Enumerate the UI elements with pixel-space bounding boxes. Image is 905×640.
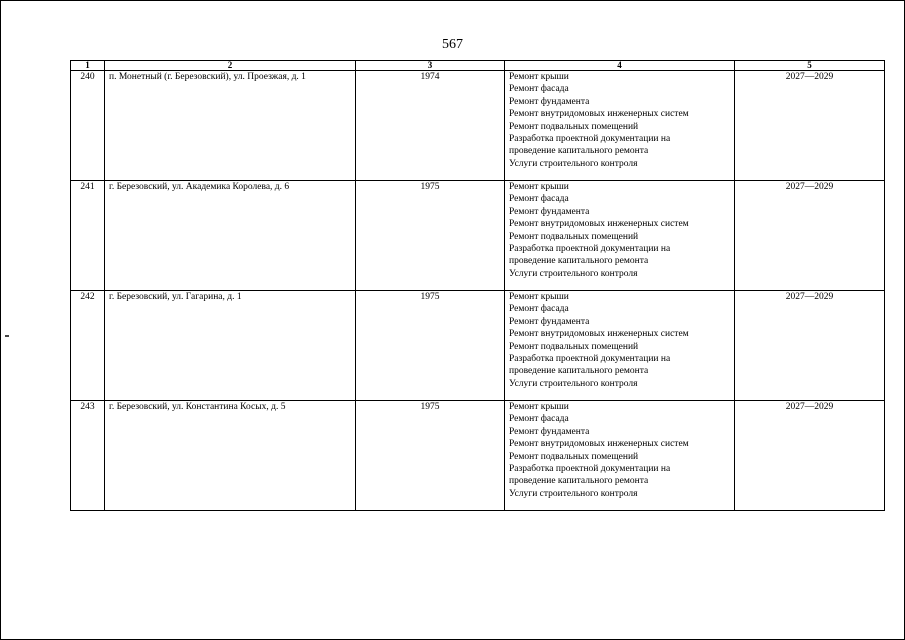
- work-item: Ремонт фундамента: [509, 206, 590, 217]
- column-header-1: 1: [71, 61, 105, 71]
- table-body: [71, 71, 885, 511]
- work-item: Ремонт фасада: [509, 304, 569, 315]
- works-cell: [505, 181, 735, 291]
- work-item: Разработка проектной документации на: [509, 134, 671, 145]
- work-item: Услуги строительного контроля: [509, 378, 638, 389]
- table-row: [71, 71, 885, 181]
- row-number: 241: [71, 181, 105, 291]
- work-item: Ремонт фасада: [509, 84, 569, 95]
- work-item: Услуги строительного контроля: [509, 268, 638, 279]
- scan-mark: [5, 335, 9, 337]
- work-item: Ремонт фасада: [509, 194, 569, 205]
- address-cell: г. Березовский, ул. Академика Королева, д. 6: [105, 181, 356, 291]
- work-item: Ремонт внутридомовых инженерных систем: [509, 219, 689, 230]
- work-item: Ремонт подвальных помещений: [509, 121, 639, 132]
- address-cell: п. Монетный (г. Березовский), ул. Проезжая, д. 1: [105, 71, 356, 181]
- work-item: Ремонт фундамента: [509, 316, 590, 327]
- work-item: Разработка проектной документации на: [509, 464, 671, 475]
- address-cell: г. Березовский, ул. Гагарина, д. 1: [105, 291, 356, 401]
- row-number: 242: [71, 291, 105, 401]
- year-cell: 1974: [356, 71, 505, 181]
- row-number: 243: [71, 401, 105, 511]
- work-item: Ремонт фундамента: [509, 426, 590, 437]
- page-number: 567: [442, 37, 463, 52]
- work-item: проведение капитального ремонта: [509, 256, 649, 267]
- column-header-3: 3: [356, 61, 505, 71]
- table-row: [71, 401, 885, 511]
- table-row: [71, 181, 885, 291]
- work-item: Ремонт фундамента: [509, 96, 590, 107]
- table-header-row: [71, 61, 885, 71]
- works-cell: [505, 291, 735, 401]
- year-cell: 1975: [356, 401, 505, 511]
- work-item: Ремонт внутридомовых инженерных систем: [509, 439, 689, 450]
- work-item: Услуги строительного контроля: [509, 158, 638, 169]
- work-item: Ремонт внутридомовых инженерных систем: [509, 109, 689, 120]
- address-cell: г. Березовский, ул. Константина Косых, д. 5: [105, 401, 356, 511]
- work-item: Ремонт крыши: [509, 402, 569, 412]
- table-row: [71, 291, 885, 401]
- period-cell: 2027—2029: [735, 181, 885, 291]
- work-item: Ремонт крыши: [509, 292, 569, 302]
- work-item: Ремонт внутридомовых инженерных систем: [509, 329, 689, 340]
- work-item: Ремонт подвальных помещений: [509, 341, 639, 352]
- year-cell: 1975: [356, 291, 505, 401]
- period-cell: 2027—2029: [735, 71, 885, 181]
- register-table: [70, 60, 885, 511]
- work-item: Ремонт подвальных помещений: [509, 231, 639, 242]
- work-item: Разработка проектной документации на: [509, 354, 671, 365]
- year-cell: 1975: [356, 181, 505, 291]
- period-cell: 2027—2029: [735, 401, 885, 511]
- column-header-2: 2: [105, 61, 356, 71]
- work-item: проведение капитального ремонта: [509, 366, 649, 377]
- work-item: Ремонт крыши: [509, 182, 569, 192]
- column-header-5: 5: [735, 61, 885, 71]
- works-cell: [505, 401, 735, 511]
- period-cell: 2027—2029: [735, 291, 885, 401]
- work-item: Ремонт фасада: [509, 414, 569, 425]
- works-cell: [505, 71, 735, 181]
- column-header-4: 4: [505, 61, 735, 71]
- work-item: Ремонт крыши: [509, 72, 569, 82]
- work-item: проведение капитального ремонта: [509, 146, 649, 157]
- row-number: 240: [71, 71, 105, 181]
- work-item: Услуги строительного контроля: [509, 488, 638, 499]
- work-item: Разработка проектной документации на: [509, 244, 671, 255]
- work-item: проведение капитального ремонта: [509, 476, 649, 487]
- work-item: Ремонт подвальных помещений: [509, 451, 639, 462]
